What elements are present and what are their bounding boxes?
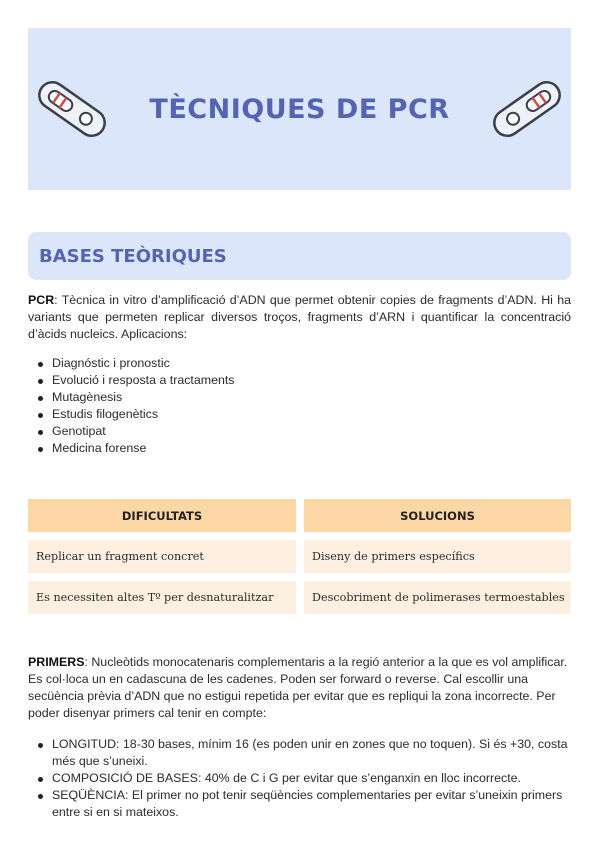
section-heading-box	[28, 232, 571, 280]
table-cell: Diseny de primers específics	[304, 540, 571, 573]
applications-list	[28, 355, 571, 457]
pcr-definition: : Tècnica in vitro d’amplificació d’ADN que permet obtenir copies de fragments d’ADN. Hi ha variants que permeten replicar diversos troços, fragments d’ARN i quantificar la concentració d’àcids nucleics. Aplicacions:	[28, 293, 571, 341]
list-item: Mutagènesis	[28, 389, 571, 406]
pcr-term: PCR	[28, 293, 55, 307]
list-item: SEQÜÈNCIA: El primer no pot tenir seqüències complementaries per evitar s’uneixin primers entre si en si mateixos.	[28, 787, 571, 821]
list-item: Genotipat	[28, 423, 571, 440]
list-item: Evolució i resposta a tractaments	[28, 372, 571, 389]
list-item: Medicina forense	[28, 440, 571, 457]
list-item: LONGITUD: 18-30 bases, mínim 16 (es poden unir en zones que no toquen). Si és +30, costa més que s’uneixi.	[28, 736, 571, 770]
header-banner	[28, 28, 571, 190]
pcr-paragraph	[28, 292, 571, 343]
table-header-solutions: SOLUCIONS	[304, 499, 571, 532]
table-cell: Descobriment de polimerases termoestables	[304, 581, 571, 614]
table-header-difficulties: DIFICULTATS	[28, 499, 296, 532]
section-heading: BASES TEÒRIQUES	[39, 245, 227, 267]
primers-definition: : Nucleòtids monocatenaris complementaris a la regió anterior a la que es vol amplificar. Es col·loca un en cadascuna de les cadenes. Poden ser forward o reverse. Cal escollir una secüència prèvia d’ADN que no estigui repetida per evitar que es repliqui la zona incorrecte. Per poder disenyar primers cal tenir en compte:	[28, 655, 568, 720]
pcr-test-icon	[486, 76, 568, 142]
pcr-test-icon	[31, 76, 113, 142]
list-item: Diagnóstic i pronostic	[28, 355, 571, 372]
table-cell: Es necessiten altes Tº per desnaturalitzar	[28, 581, 296, 614]
list-item: COMPOSICIÓ DE BASES: 40% de C i G per evitar que s’enganxin en lloc incorrecte.	[28, 770, 571, 787]
requirements-list	[28, 736, 571, 821]
page-title: TÈCNIQUES DE PCR	[149, 93, 450, 125]
primers-term: PRIMERS	[28, 655, 85, 669]
list-item: Estudis filogenètics	[28, 406, 571, 423]
primers-paragraph	[28, 654, 571, 722]
table-cell: Replicar un fragment concret	[28, 540, 296, 573]
